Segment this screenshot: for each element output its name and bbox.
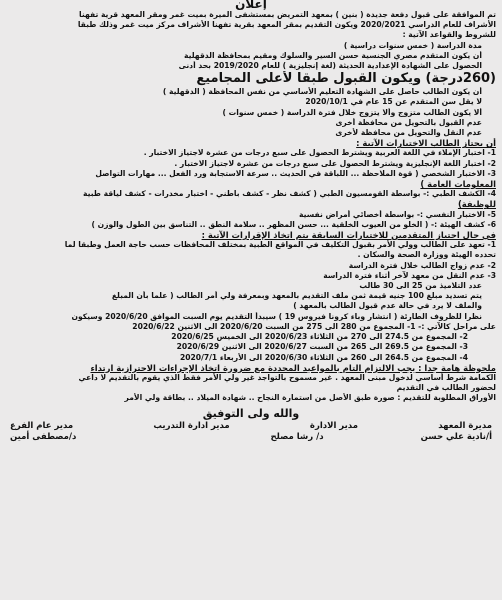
document-body [6,10,496,404]
signature-role-institute-director: مديرة المعهد [438,420,492,431]
body-line: أن يكون المتقدم مصري الجنسية حسن السير والسلوك ومقيم بمحافظة الدقهلية [184,50,482,60]
body-line: الأشراف للعام الدراسي 2020/2021 ويكون التقديم بمقر المعهد بقرية تفهنا الأشراف مركز ميت غمر وذلك طبقا [77,20,496,30]
body-line: 5- الاختبار النفسي :- بواسطة أخصائي أمراض نفسية [299,209,496,219]
body-line: للوظيفة) [457,199,496,210]
body-line: 3- المجموع من 269.5 الى 265 من السبت 2020/6/27 الى الاثنين 2020/6/29 [176,342,468,352]
body-line: عدم النقل والتحويل من محافظة لأخرى [335,128,482,138]
body-line: الحصول على الشهادة الإعدادية الحديثة (لغة إنجليزية ) للعام 2019/2020 بحد أدنى [178,61,482,71]
body-line: الأوراق المطلوبة للتقديم : صورة طبق الأصل من استمارة النجاح .. شهادة الميلاد .. بطاقة ولي الأمر [124,393,496,403]
body-line: ألا يكون الطالب متزوج وألا يتزوج خلال فترة الدراسة ( خمس سنوات ) [222,107,482,117]
signature-name-branch-director: د/مصطفى أمين [10,431,77,442]
body-line: مدة الدراسة ( خمس سنوات دراسية ) [343,40,482,50]
body-line: 4- المجموع من 264.5 الى 260 من الثلاثاء 2020/6/30 الى الأربعاء 2020/7/1 [179,352,468,362]
body-line: الكمامة شرط أساسي لدخول مبنى المعهد . غير مسموح بالتواجد غير ولي الأمر فقط الذي يقوم بالتقديم لا داعي [78,372,496,382]
body-line: والملف لا يرد في حالة عدم قبول الطالب بالمعهد ) [293,301,482,311]
closing-line: والله ولى التوفيق [202,406,300,420]
signature-name-institute-director: أ/نادية علي حسن [420,431,492,442]
body-line: 3- عدم النقل من معهد لآخر أثناء فترة الدراسة [323,270,496,280]
body-line: 1- تعهد على الطالب وولي الأمر بقبول التكليف في المواقع الطبية بمختلف المحافظات حسب حاجة العمل وطبقا لما [64,240,496,250]
signature-role-branch-director: مدير عام الفرع [10,420,74,431]
body-line: في حال اجتياز المتقدمين للاختبارات السابقة يتم اتخاذ الإقرارات الآتية : [201,230,496,241]
body-line: نظرا للظروف الطارئة ( انتشار وباء كرونا فيروس 19 ) سيبدأ التقديم يوم السبت الموافق 2020/6/20 وسيكون [71,311,482,321]
body-line: 3- الاختبار الشخصي ( قوة الملاحظة ... اللباقة في الحديث .. سرعة الاستجابة ورد الفعل ... مهارات التواصل [95,168,496,178]
body-line: ملحوظة هامة جدا : يجب الالتزام التام بالمواعيد المحددة مع ضرورة اتخاذ الإجراءات الاحترازية ارتداء [90,362,496,373]
body-line: 6- كشف الهيئة :- ( الخلو من العيوب الخلقية ... حسن المظهر .. سلامة النطق .. التناسق بين الطول والوزن ) [91,219,496,229]
body-line: على مراحل كالآتي :- 1- المجموع من 280 الى 275 من السبت 2020/6/20 الى الاثنين 2020/6/22 [132,321,496,331]
body-line: لحضور الطالب في التقديم [396,383,496,393]
signature-roles [6,421,496,432]
signature-role-training-director: مدير ادارة التدريب [153,420,230,431]
body-line: 2- المجموع من 274.5 الى 270 من الثلاثاء 2020/6/23 الى الخميس 2020/6/25 [171,332,468,342]
signature-names [6,432,496,443]
body-line: أن يكون الطالب حاصل على الشهادة التعليم الأساسي من نفس المحافظة ( الدقهلية ) [162,87,482,97]
body-line: 1- اختبار الإملاء في اللغة العربية ويشترط الحصول على سبع درجات من عشرة لاجتياز الاختبار . [143,148,496,158]
signature-role-administration-director: مدير الادارة [309,420,358,431]
body-line: للشروط والقواعد الآتية : [402,30,496,40]
body-line: 2- اختبار اللغة الإنجليزية ويشترط الحصول على سبع درجات من عشرة لاجتياز الاختبار . [174,158,496,168]
body-line: عدم القبول بالتحويل من محافظة أخرى [335,117,482,127]
body-line: 2- عدم زواج الطالب خلال فترة الدراسة [348,260,496,270]
signature-name-administration-director: د/ رشا مصلح [270,431,324,442]
document-title: إعلان [235,0,267,10]
body-line: تحدده الهيئة ووزارة الصحة والسكان . [357,250,496,260]
body-line: عدد التلاميذ من 25 الى 30 طالب [359,281,482,291]
body-line: (260درجة) ويكون القبول طبقا لأعلى المجاميع [196,71,496,87]
body-line: تم الموافقة على قبول دفعة جديدة ( بنين ) بمعهد التمريض بمستشفى الميرة بميت غمر ومقر المعهد قرية تفهنا [79,10,496,19]
body-line: 4- الكشف الطبي :- بواسطة القومسيون الطبي ( كشف نظر - كشف باطني - اختبار مخدرات - كشف لياقة طبية [82,189,496,199]
body-line: أن يجتاز الطالب الاختبارات الآتية : [356,138,496,149]
body-line: يتم تسديد مبلغ 100 جنيه قيمة ثمن ملف التقديم بالمعهد وبمعرفة ولي أمر الطالب ( علما بأن المبلغ [111,291,482,301]
body-line: لا يقل سن المتقدم عن 15 عام في 2020/10/1 [305,97,482,107]
body-line: المعلومات العامة ) [420,179,496,190]
